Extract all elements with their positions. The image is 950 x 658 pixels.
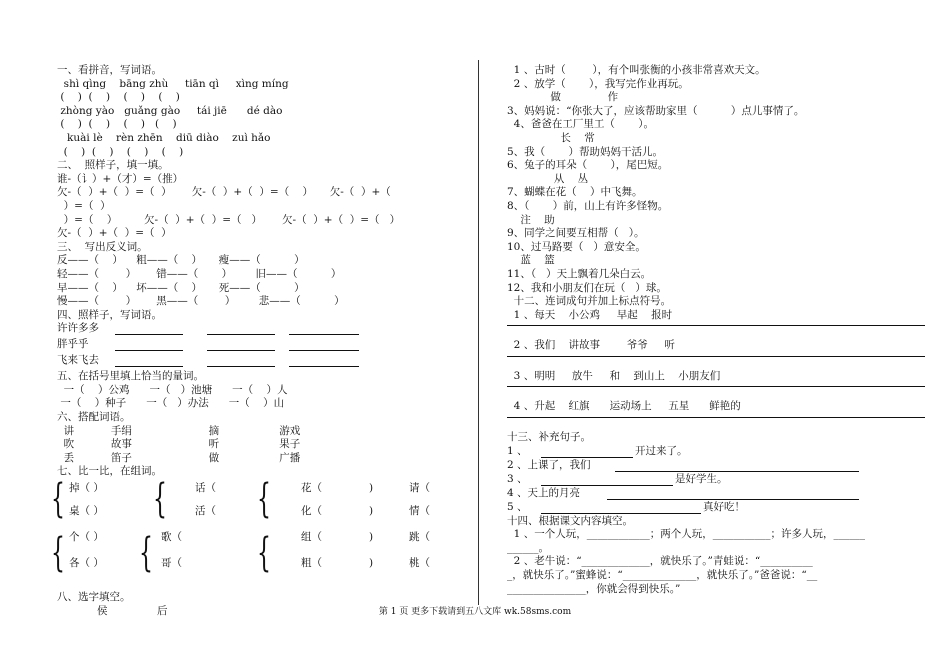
pattern-row (57, 338, 467, 354)
text-fill-line: 1 、一个人玩，____________；两个人玩，___________；许多人玩，______ (507, 528, 865, 541)
pattern-word: 飞来飞去 (57, 354, 99, 367)
match-row: 丢 笛子 做 广播 (57, 451, 301, 464)
fill-item: 2 、放学（ ），我写完作业再玩。 (507, 77, 689, 90)
sentence-words: 3 、明明 放牛 和 到山上 小朋友们 (507, 369, 721, 382)
measure-row: 一（ ）公鸡 一（ ）池塘 一（ ）人 (57, 383, 288, 396)
answer-line (207, 354, 275, 367)
answer-line (289, 322, 359, 335)
measure-row: 一（ ）种子 一（ ）办法 一（ ）山 (57, 397, 285, 410)
text-fill-line: _______________，你就会得到快乐。” (507, 582, 681, 595)
sec13-title: 十三、补充句子。 (507, 431, 591, 444)
sentence-start: 2 、上课了，我们 (507, 458, 591, 471)
answer-line (615, 459, 859, 472)
answer-line (115, 354, 183, 367)
column-divider (478, 60, 479, 605)
choice-chars: 做 作 (507, 91, 619, 104)
sec2-row: 欠-（ ）+（ ）=（ ） (57, 227, 172, 240)
compare-item: 桃（ (409, 557, 430, 570)
pattern-word: 胖乎乎 (57, 338, 89, 351)
antonym-row: 轻——（ ） 错——（ ） 旧——（ ） (57, 267, 342, 280)
right-column (507, 64, 927, 596)
pinyin-row: zhòng yào guǎng gào tái jiē dé dào (57, 104, 283, 117)
brace-left: { (153, 476, 167, 523)
close-paren: ) (369, 557, 374, 570)
text-fill-line: 2 、老牛说：“_____________，就快乐了。”青蛙说：“__________ (507, 555, 813, 568)
compare-item: 桌（ ） (69, 505, 104, 518)
sentence-start: 3 、 (507, 472, 528, 485)
compare-item: 粗（ (301, 557, 322, 570)
antonym-row: 反——（ ） 粗——（ ） 瘦——（ ） (57, 254, 305, 267)
brace-left: { (51, 530, 65, 577)
compare-item: 活（ (195, 505, 216, 518)
answer-line (507, 385, 925, 387)
page-footer: 第 1 页 更多下载请到五八文库 wk.58sms.com (378, 607, 572, 617)
text-fill-line: _，就快乐了。”蜜蜂说：“______________，就快乐了。”爸爸说：“__ (507, 569, 818, 582)
sentence-start: 1 、 (507, 444, 528, 457)
fill-item: 8、（ ）前，山上有许多怪物。 (507, 199, 669, 212)
sentence-words: 1 、每天 小公鸡 早起 报时 (507, 308, 673, 321)
antonym-row: 早——（ ） 坏——（ ） 死——（ ） (57, 281, 305, 294)
match-row: 讲 手绢 摘 游戏 (57, 424, 301, 437)
compare-item: 各（ ） (69, 557, 104, 570)
sec4-title: 四、照样子，写词语。 (57, 308, 162, 321)
sec3-title: 三、 写出反义词。 (57, 240, 148, 253)
fill-item: 1 、古时（ ），有个叫张衡的小孩非常喜欢天文。 (507, 64, 766, 76)
choice-chars: 长 常 (507, 131, 595, 144)
fill-item: 6、兔子的耳朵（ ），尾巴短。 (507, 159, 669, 172)
compare-item: 跳（ (409, 531, 430, 544)
left-column (51, 64, 467, 621)
compare-item: 组（ (301, 531, 322, 544)
choice-char: 后 (157, 604, 168, 617)
fill-item: 12、我和小朋友们在玩（ ）球。 (507, 281, 667, 294)
sec1-title: 一、看拼音，写词语。 (57, 64, 162, 76)
compare-item: 请（ (409, 482, 430, 495)
complete-sentence (507, 501, 927, 515)
complete-sentence (507, 473, 927, 487)
answer-line (115, 338, 183, 351)
complete-sentence (507, 445, 927, 459)
pattern-row (57, 354, 467, 370)
pattern-word: 许许多多 (57, 322, 99, 335)
complete-sentence (507, 487, 927, 501)
sentence-end: 真好吃！ (703, 500, 745, 513)
answer-line (289, 354, 359, 367)
fill-item: 10、过马路要（ ）意安全。 (507, 240, 646, 253)
compare-item: 掉（ ） (69, 482, 104, 495)
fill-item: 11、（ ）天上飘着几朵白云。 (507, 267, 652, 280)
close-paren: ) (369, 482, 374, 495)
sentence-words: 4 、升起 红旗 运动场上 五星 鲜艳的 (507, 400, 741, 413)
answer-line (541, 473, 673, 486)
pinyin-row: shì qìng bāng zhù tiān qì xìng míng (57, 77, 289, 90)
sentence-start: 4 、天上的月亮 (507, 486, 581, 499)
compare-item: 话（ (195, 482, 216, 495)
answer-row: ( ) ( ) ( ) ( ) (57, 91, 180, 104)
answer-line (207, 322, 275, 335)
choice-chars: 注 助 (507, 213, 555, 226)
answer-line (207, 338, 275, 351)
choice-chars: 蓝 篮 (507, 254, 555, 267)
compare-item: 花（ (301, 482, 322, 495)
brace-left: { (139, 530, 153, 577)
fill-item: 5、我（ ）帮助妈妈干活儿。 (507, 145, 664, 158)
sec12-title: 十二、连词成句并加上标点符号。 (507, 295, 672, 308)
answer-line (507, 416, 925, 418)
fill-item: 4、爸爸在工厂里工（ ）。 (507, 118, 654, 131)
close-paren: ) (369, 505, 374, 518)
compare-item: 个（ ） (69, 531, 104, 544)
compare-item: 歌（ (161, 531, 182, 544)
compare-item: 哥（ (161, 557, 182, 570)
sentence-end: 是好学生。 (675, 472, 728, 485)
pattern-row (57, 322, 467, 338)
fill-item: 3、妈妈说：“你张大了，应该帮助家里（ ）点儿事情了。 (507, 104, 805, 117)
sec2-row: ）=（ ） (57, 199, 111, 212)
pinyin-row: kuài lè rèn zhēn diū diào zuì hǎo (57, 131, 271, 144)
sentence-end: 开过来了。 (635, 444, 688, 457)
match-row: 吹 故事 听 果子 (57, 438, 301, 451)
sec2-row: ）=（ ） 欠-（ ）+（ ）=（ ） 欠-（ ）+（ ）=（ ） (57, 213, 401, 226)
choice-char: 侯 (97, 604, 108, 617)
sentence-words: 2 、我们 讲故事 爷爷 听 (507, 339, 675, 352)
fill-item: 7、蝴蝶在花（ ）中飞舞。 (507, 186, 643, 199)
answer-line (289, 338, 359, 351)
compare-item: 情（ (409, 505, 430, 518)
complete-sentence (507, 459, 927, 473)
compare-item: 化（ (301, 505, 322, 518)
antonym-row: 慢——（ ） 黑——（ ） 悲——（ ） (57, 295, 345, 308)
sec2-title: 二、 照样子，填一填。 (57, 159, 169, 172)
answer-line (607, 487, 859, 500)
answer-line (507, 355, 925, 357)
sec2-example: 谁-（讠）+（才）=（推） (57, 172, 184, 185)
sentence-start: 5 、 (507, 500, 528, 513)
choice-chars: 从 丛 (507, 172, 589, 185)
brace-left: { (51, 476, 65, 523)
brace-left: { (257, 530, 271, 577)
sec8-title: 八、选字填空。 (57, 591, 131, 604)
sec7-title: 七、比一比，在组词。 (57, 465, 162, 478)
sec5-title: 五、在括号里填上恰当的量词。 (57, 370, 204, 383)
brace-left: { (257, 476, 271, 523)
sec14-title: 十四、根据课文内容填空。 (507, 514, 633, 527)
answer-line (507, 324, 925, 326)
sec6-title: 六、搭配词语。 (57, 411, 131, 424)
answer-line (541, 501, 701, 514)
answer-row: ( ) ( ) ( ) ( ) (57, 145, 184, 158)
close-paren: ) (369, 531, 374, 544)
answer-line (541, 445, 633, 458)
answer-row: ( ) ( ) ( ) ( ) (57, 118, 177, 131)
fill-item: 9、同学之间要互相帮（ ）。 (507, 227, 645, 240)
text-fill-line: ______。 (507, 541, 549, 554)
answer-line (115, 322, 183, 335)
compare-block (51, 476, 467, 591)
sec2-row: 欠-（ ）+（ ）=（ ） 欠-（ ）+（ ）=（ ） 欠-（ ）+（ (57, 186, 391, 199)
